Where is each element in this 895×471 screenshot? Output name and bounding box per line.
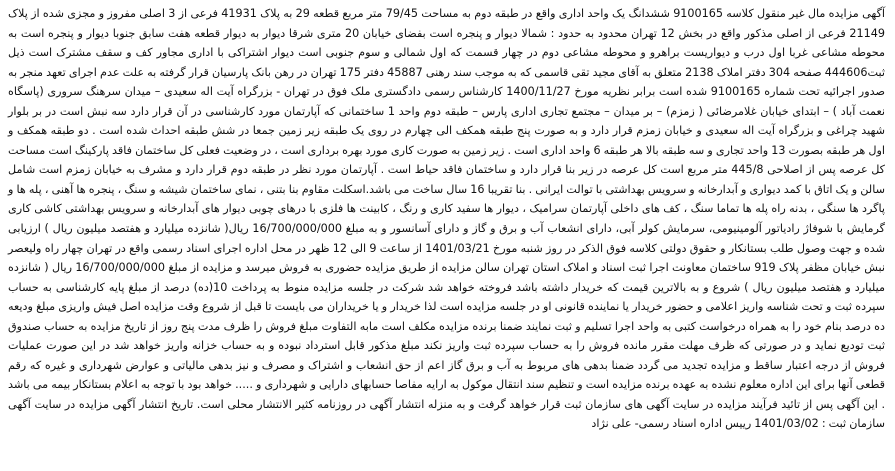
- auction-notice-text: آگهی مزایده مال غیر منقول کلاسه 9100165 ششدانگ یک واحد اداری واقع در طبقه دوم به مساحت 79/45 متر مربع قطعه 29 به پلاک 41931 فرعی از 3 اصلی مفروز و مجزی شده از پلاک 21149 فرعی از اصلی مذکور واقع در بخش 12 تهران محدود به حدود : شمالا دیوار و پنجره است بفضای خیابان 20 متری شرقا دیوار به دیوار قطعه هفت سابق جنوبا دیوار و پنجره است به محوطه مشاعی غربا اول درب و دیواریست براهرو و محوطه مشاعی دوم در چهار قسمت که اول شمالی و سوم جنوبی است دیوار اشتراکی با اداری مجاور کف و سقف مشترک است ذیل ثبت444606 صفحه 304 دفتر املاک 2138 متعلق به آقای مجید تقی قاسمی که به موجب سند رهنی 45887 دفتر 175 تهران در رهن بانک پارسیان قرار گرفته به علت عدم اجرای تعهد منجر به صدور اجرائیه تحت شماره 9100165 شده است برابر نظریه مورخ 1400/11/27 کارشناس رسمی دادگستری ملک فوق در تهران - بزرگراه آیت اله سعیدی – میدان سرهنگ سروری (پاسگاه نعمت آباد ) – ابتدای خیابان غلامرضائی ( زمزم) – بر میدان – مجتمع تجاری اداری پارس – طبقه دوم واحد 1 ساختمانی که آپارتمان مورد کارشناسی در آن قرار دارد سه نبش است در بر بلوار شهید چراغی و بزرگراه آیت اله سعیدی و خیابان زمزم قرار دارد و به صورت پنج طبقه همکف الی چهارم در روی یک طبقه زیر زمین جمعا در شش طبقه احداث شده است . دو طبقه همکف و اول هر طبقه بصورت 13 واحد تجاری و سه طبقه بالا هر طبقه 6 واحد اداری است . زیر زمین به صورت کاری مورد بهره برداری است ، در وضعیت فعلی کل ساختمان فاقد پارکینگ است مساحت کل عرصه پس از اصلاحی 445/8 متر مربع است کل عرصه در زیر بنا قرار دارد و ساختمان فاقد حیاط است . آپارتمان مورد نظر در طبقه دوم قرار دارد و مشرف به خیابان زمزم است شامل سالن و یک اتاق با کمد دیواری و آبدارخانه و سرویس بهداشتی با توالت ایرانی . بنا تقریبا 16 سال ساخت می باشد.اسکلت مقاوم بنا بتنی ، نمای ساختمان شیشه و سنگ ، پنجره ها آهنی ، پله ها و پاگرد ها سنگی ، بدنه راه پله ها تماما سنگ ، کف های داخلی آپارتمان سرامیک ، دیوار ها سفید کاری و رنگ ، کابینت ها فلزی با درهای چوبی دیوار های آبدارخانه و سرویس بهداشتی کاشی کاری گرمایش با شوفاژ رادیاتور آلومینیومی، سرمایش کولر آبی، دارای انشعاب آب و برق و گاز و دارای آسانسور و به مبلغ 16/700/000/000 ریال( شانزده میلیارد و هفتصد میلیون ریال ) ارزیابی شده و جهت وصول طلب بستانکار و حقوق دولتی کلاسه فوق الذکر در روز شنبه مورخ 1401/03/21 از ساعت 9 الی 12 ظهر در محل اداره اجرای اسناد رسمی واقع در تهران چهار راه ولیعصر نبش خیابان مظفر پلاک 919 ساختمان معاونت اجرا ثبت اسناد و املاک استان تهران سالن مزایده از طریق مزایده حضوری به فروش میرسد و مزایده از مبلغ 16/700/000/000 ریال ( شانزده میلیارد و هفتصد میلیون ریال ) شروع و به بالاترین قیمت که خریدار داشته باشد فروخته خواهد شد شرکت در جلسه مزایده منوط به پرداخت 10(ده) درصد از مبلغ پایه کارشناسی به حساب سپرده ثبت و تحت شناسه واریز اعلامی و حضور خریدار یا نماینده قانونی او در جلسه مزایده است لذا خریدار و یا خریداران می بایست تا قبل از شروع وقت مزایده اصل فیش واریزی مبلغ ودیعه ده درصد بنام خود را به همراه درخواست کتبی به واحد اجرا تسلیم و ثبت نمایند ضمنا برنده مزایده مکلف است مابه التفاوت مبلغ فروش را ظرف مدت پنج روز از تاریخ مزایده به حساب صندوق ثبت تودیع نماید و در صورتی که ظرف مهلت مقرر مانده فروش را به حساب سپرده ثبت واریز نکند مبلغ مذکور قابل استرداد نبوده و به حساب خزانه واریز خواهد شد در این صورت عملیات فروش از درجه اعتبار ساقط و مزایده تجدید می گردد ضمنا بدهی های مربوط به آب و برق گاز اعم از حق انشعاب و اشتراک و مصرف و نیز بدهی مالیاتی و عوارض شهرداری و غیره که رقم قطعی آنها برای این اداره معلوم نشده به عهده برنده مزایده است و تنظیم سند انتقال موکول به ارایه مفاصا حسابهای دارایی و شهرداری و ..... خواهد بود با توجه به اعلام بستانکار بیمه می باشد . این آگهی پس از تائید فرآیند مزایده در سایت آگهی های سازمان ثبت قرار خواهد گرفت و به منزله انتشار آگهی در روزنامه کثیر الانتشار محلی است. تاریخ انتشار آگهی مزایده در سایت آگهی سازمان ثبت : 1401/03/02 رییس اداره اسناد رسمی- علی نژاد: [8, 7, 886, 431]
